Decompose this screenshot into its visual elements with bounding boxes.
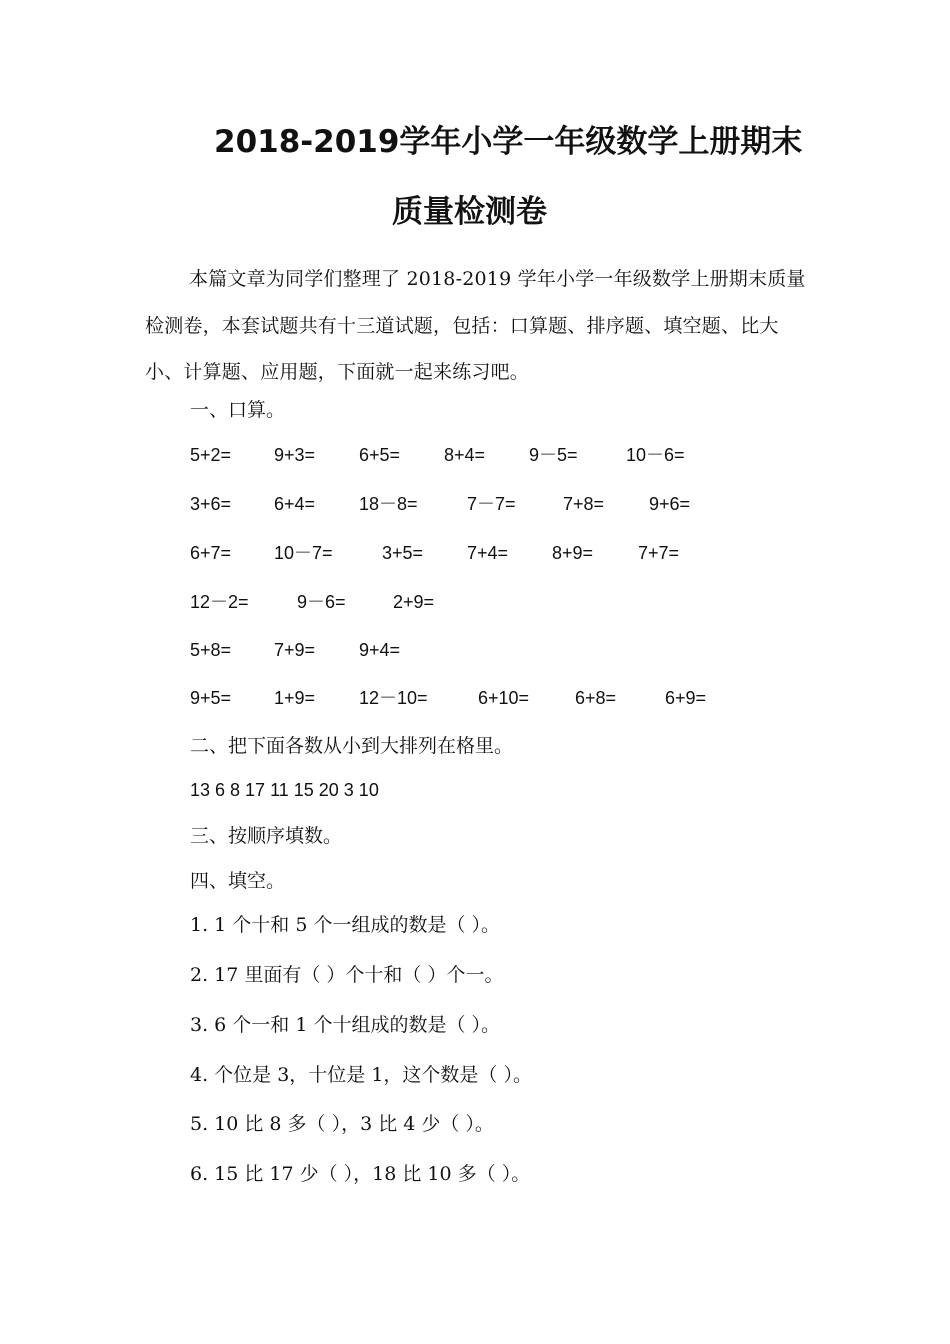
- oral-item: 1+9=: [274, 688, 316, 708]
- oral-item: 9+5=: [190, 688, 232, 708]
- oral-item: 7+4=: [467, 543, 509, 563]
- document-title-line2: 质量检测卷: [392, 194, 547, 230]
- oral-item: 9－5=: [529, 445, 578, 465]
- oral-item: 9－6=: [297, 592, 346, 612]
- oral-item: 6+4=: [274, 494, 316, 514]
- oral-item: 6+5=: [359, 445, 401, 465]
- oral-item: 6+8=: [575, 688, 617, 708]
- oral-item: 3+5=: [382, 543, 424, 563]
- fill-question-3: 3. 6 个一和 1 个十组成的数是（ ）。: [190, 1014, 501, 1036]
- oral-item: 5+8=: [190, 640, 232, 660]
- section-fill-heading: 四、填空。: [190, 870, 286, 892]
- oral-item: 6+10=: [478, 688, 530, 708]
- oral-item: 7+8=: [563, 494, 605, 514]
- oral-item: 9+3=: [274, 445, 316, 465]
- sort-numbers: 13 6 8 17 11 15 20 3 10: [190, 780, 379, 800]
- oral-item: 2+9=: [393, 592, 435, 612]
- fill-question-5: 5. 10 比 8 多（ ），3 比 4 少（ ）。: [190, 1113, 494, 1135]
- fill-question-1: 1. 1 个十和 5 个一组成的数是（ ）。: [190, 914, 501, 936]
- oral-item: 7－7=: [467, 494, 516, 514]
- oral-item: 3+6=: [190, 494, 232, 514]
- fill-question-4: 4. 个位是 3，十位是 1，这个数是（ ）。: [190, 1064, 532, 1086]
- intro-text: 本篇文章为同学们整理了 2018-2019 学年小学一年级数学上册期末质量检测卷，本套试题共有十三道试题，包括：口算题、排序题、填空题、比大小、计算题、应用题，下面就一起来练习吧。: [145, 268, 806, 383]
- oral-item: 7+9=: [274, 640, 316, 660]
- oral-item: 9+4=: [359, 640, 401, 660]
- oral-item: 10－7=: [274, 543, 333, 563]
- section-oral-heading: 一、口算。: [190, 399, 286, 421]
- section-sort-heading: 二、把下面各数从小到大排列在格里。: [190, 735, 514, 757]
- oral-item: 12－2=: [190, 592, 249, 612]
- oral-item: 8+4=: [444, 445, 486, 465]
- oral-item: 18－8=: [359, 494, 418, 514]
- oral-item: 10－6=: [626, 445, 685, 465]
- oral-item: 9+6=: [649, 494, 691, 514]
- document-title-line1: 2018-2019学年小学一年级数学上册期末: [214, 124, 803, 160]
- fill-question-6: 6. 15 比 17 少（ ），18 比 10 多（ ）。: [190, 1163, 531, 1185]
- section-sequence-heading: 三、按顺序填数。: [190, 825, 343, 847]
- oral-item: 6+9=: [665, 688, 707, 708]
- oral-item: 6+7=: [190, 543, 232, 563]
- fill-question-2: 2. 17 里面有（ ）个十和（ ）个一。: [190, 964, 504, 986]
- oral-item: 7+7=: [638, 543, 680, 563]
- oral-item: 5+2=: [190, 445, 232, 465]
- intro-paragraph: [145, 256, 809, 396]
- oral-item: 12－10=: [359, 688, 428, 708]
- oral-item: 8+9=: [552, 543, 594, 563]
